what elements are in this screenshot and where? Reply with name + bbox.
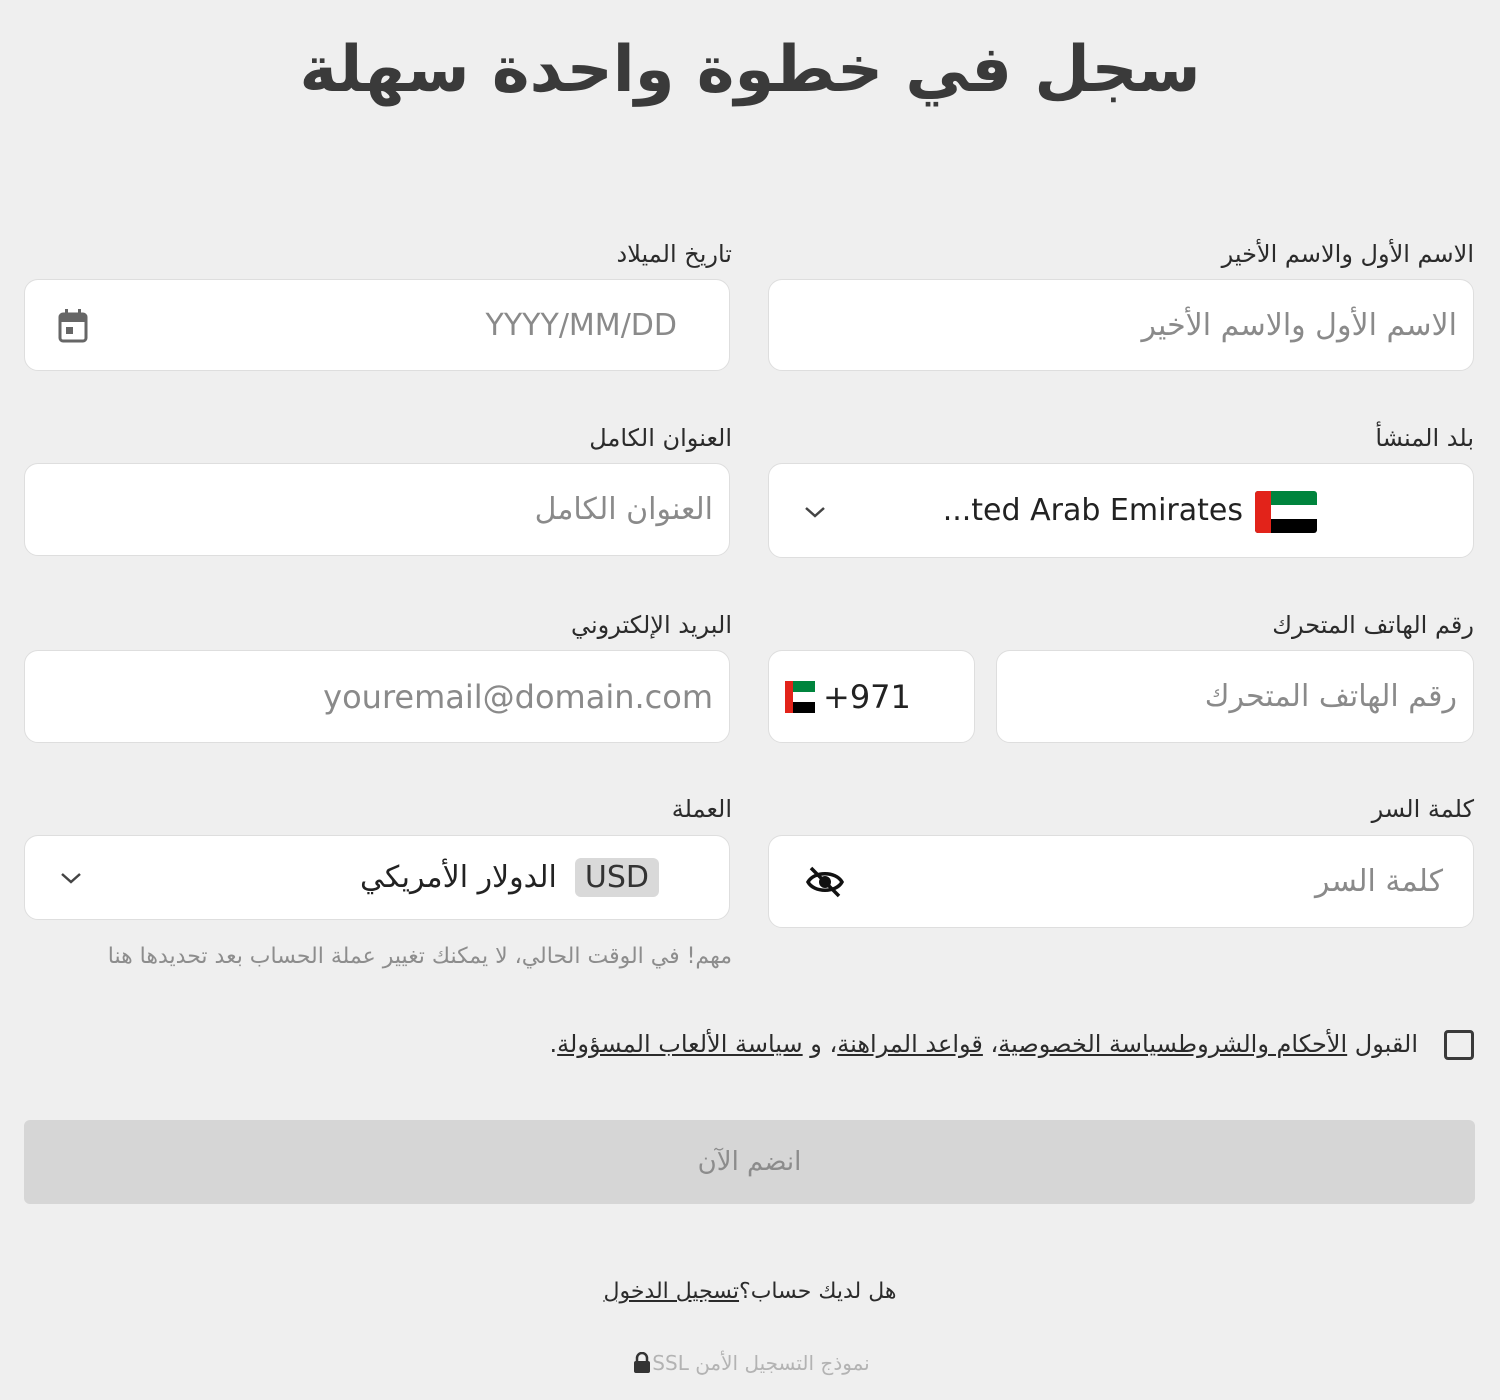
country-value: ...ted Arab Emirates <box>942 493 1243 528</box>
phone-label: رقم الهاتف المتحرك <box>1272 611 1474 639</box>
phone-country-code-select[interactable] <box>768 650 975 743</box>
uae-flag-icon <box>1255 491 1317 533</box>
terms-text <box>550 1022 1418 1066</box>
birth-date-placeholder: YYYY/MM/DD <box>485 307 677 343</box>
password-field[interactable] <box>768 835 1474 928</box>
country-label: بلد المنشأ <box>1375 424 1474 452</box>
phone-country-code: +971 <box>823 677 911 716</box>
page-title: سجل في خطوة واحدة سهلة <box>299 33 1201 107</box>
country-select[interactable] <box>768 463 1474 558</box>
lock-icon <box>632 1352 652 1374</box>
uae-flag-icon <box>785 681 815 713</box>
password-placeholder: كلمة السر <box>1315 864 1443 899</box>
full-name-label: الاسم الأول والاسم الأخير <box>1221 240 1474 268</box>
have-account-text: هل لديك حساب؟ <box>739 1279 897 1304</box>
terms-link[interactable]: الأحكام والشروط <box>1178 1030 1348 1058</box>
email-placeholder: youremail@domain.com <box>323 677 713 716</box>
phone-placeholder: رقم الهاتف المتحرك <box>1204 679 1457 714</box>
ssl-text: نموذج التسجيل الأمن SSL <box>652 1351 870 1375</box>
phone-field[interactable] <box>996 650 1474 743</box>
login-prompt <box>0 1272 1500 1312</box>
birth-date-field[interactable] <box>24 279 730 371</box>
full-name-field[interactable] <box>768 279 1474 371</box>
responsible-gaming-link[interactable]: سياسة الألعاب المسؤولة <box>557 1030 803 1058</box>
currency-code-badge: USD <box>575 858 659 897</box>
address-field[interactable] <box>24 463 730 556</box>
terms-separator: ، <box>982 1030 999 1058</box>
join-now-button[interactable]: انضم الآن <box>24 1120 1475 1204</box>
login-link[interactable]: تسجيل الدخول <box>603 1279 740 1304</box>
betting-rules-link[interactable]: قواعد المراهنة <box>837 1030 983 1058</box>
password-label: كلمة السر <box>1371 795 1474 823</box>
chevron-down-icon[interactable] <box>799 496 831 528</box>
email-label: البريد الإلكتروني <box>570 611 732 639</box>
ssl-notice <box>0 1346 1500 1380</box>
terms-checkbox[interactable] <box>1444 1030 1474 1060</box>
terms-suffix: . <box>549 1030 558 1058</box>
full-name-placeholder: الاسم الأول والاسم الأخير <box>1141 307 1457 343</box>
terms-separator: ، و <box>802 1030 838 1058</box>
birth-date-label: تاريخ الميلاد <box>616 240 732 268</box>
calendar-icon[interactable] <box>55 306 91 346</box>
email-field[interactable] <box>24 650 730 743</box>
address-label: العنوان الكامل <box>589 424 732 452</box>
chevron-down-icon[interactable] <box>55 862 87 894</box>
privacy-link[interactable]: سياسة الخصوصية <box>998 1030 1178 1058</box>
currency-name: الدولار الأمريكي <box>360 860 557 895</box>
terms-prefix: القبول <box>1347 1030 1418 1058</box>
currency-label: العملة <box>671 795 732 823</box>
currency-select[interactable] <box>24 835 730 920</box>
eye-off-icon[interactable] <box>805 864 845 900</box>
currency-note: مهم! في الوقت الحالي، لا يمكنك تغيير عملة الحساب بعد تحديدها هنا <box>107 944 732 969</box>
address-placeholder: العنوان الكامل <box>534 492 713 527</box>
